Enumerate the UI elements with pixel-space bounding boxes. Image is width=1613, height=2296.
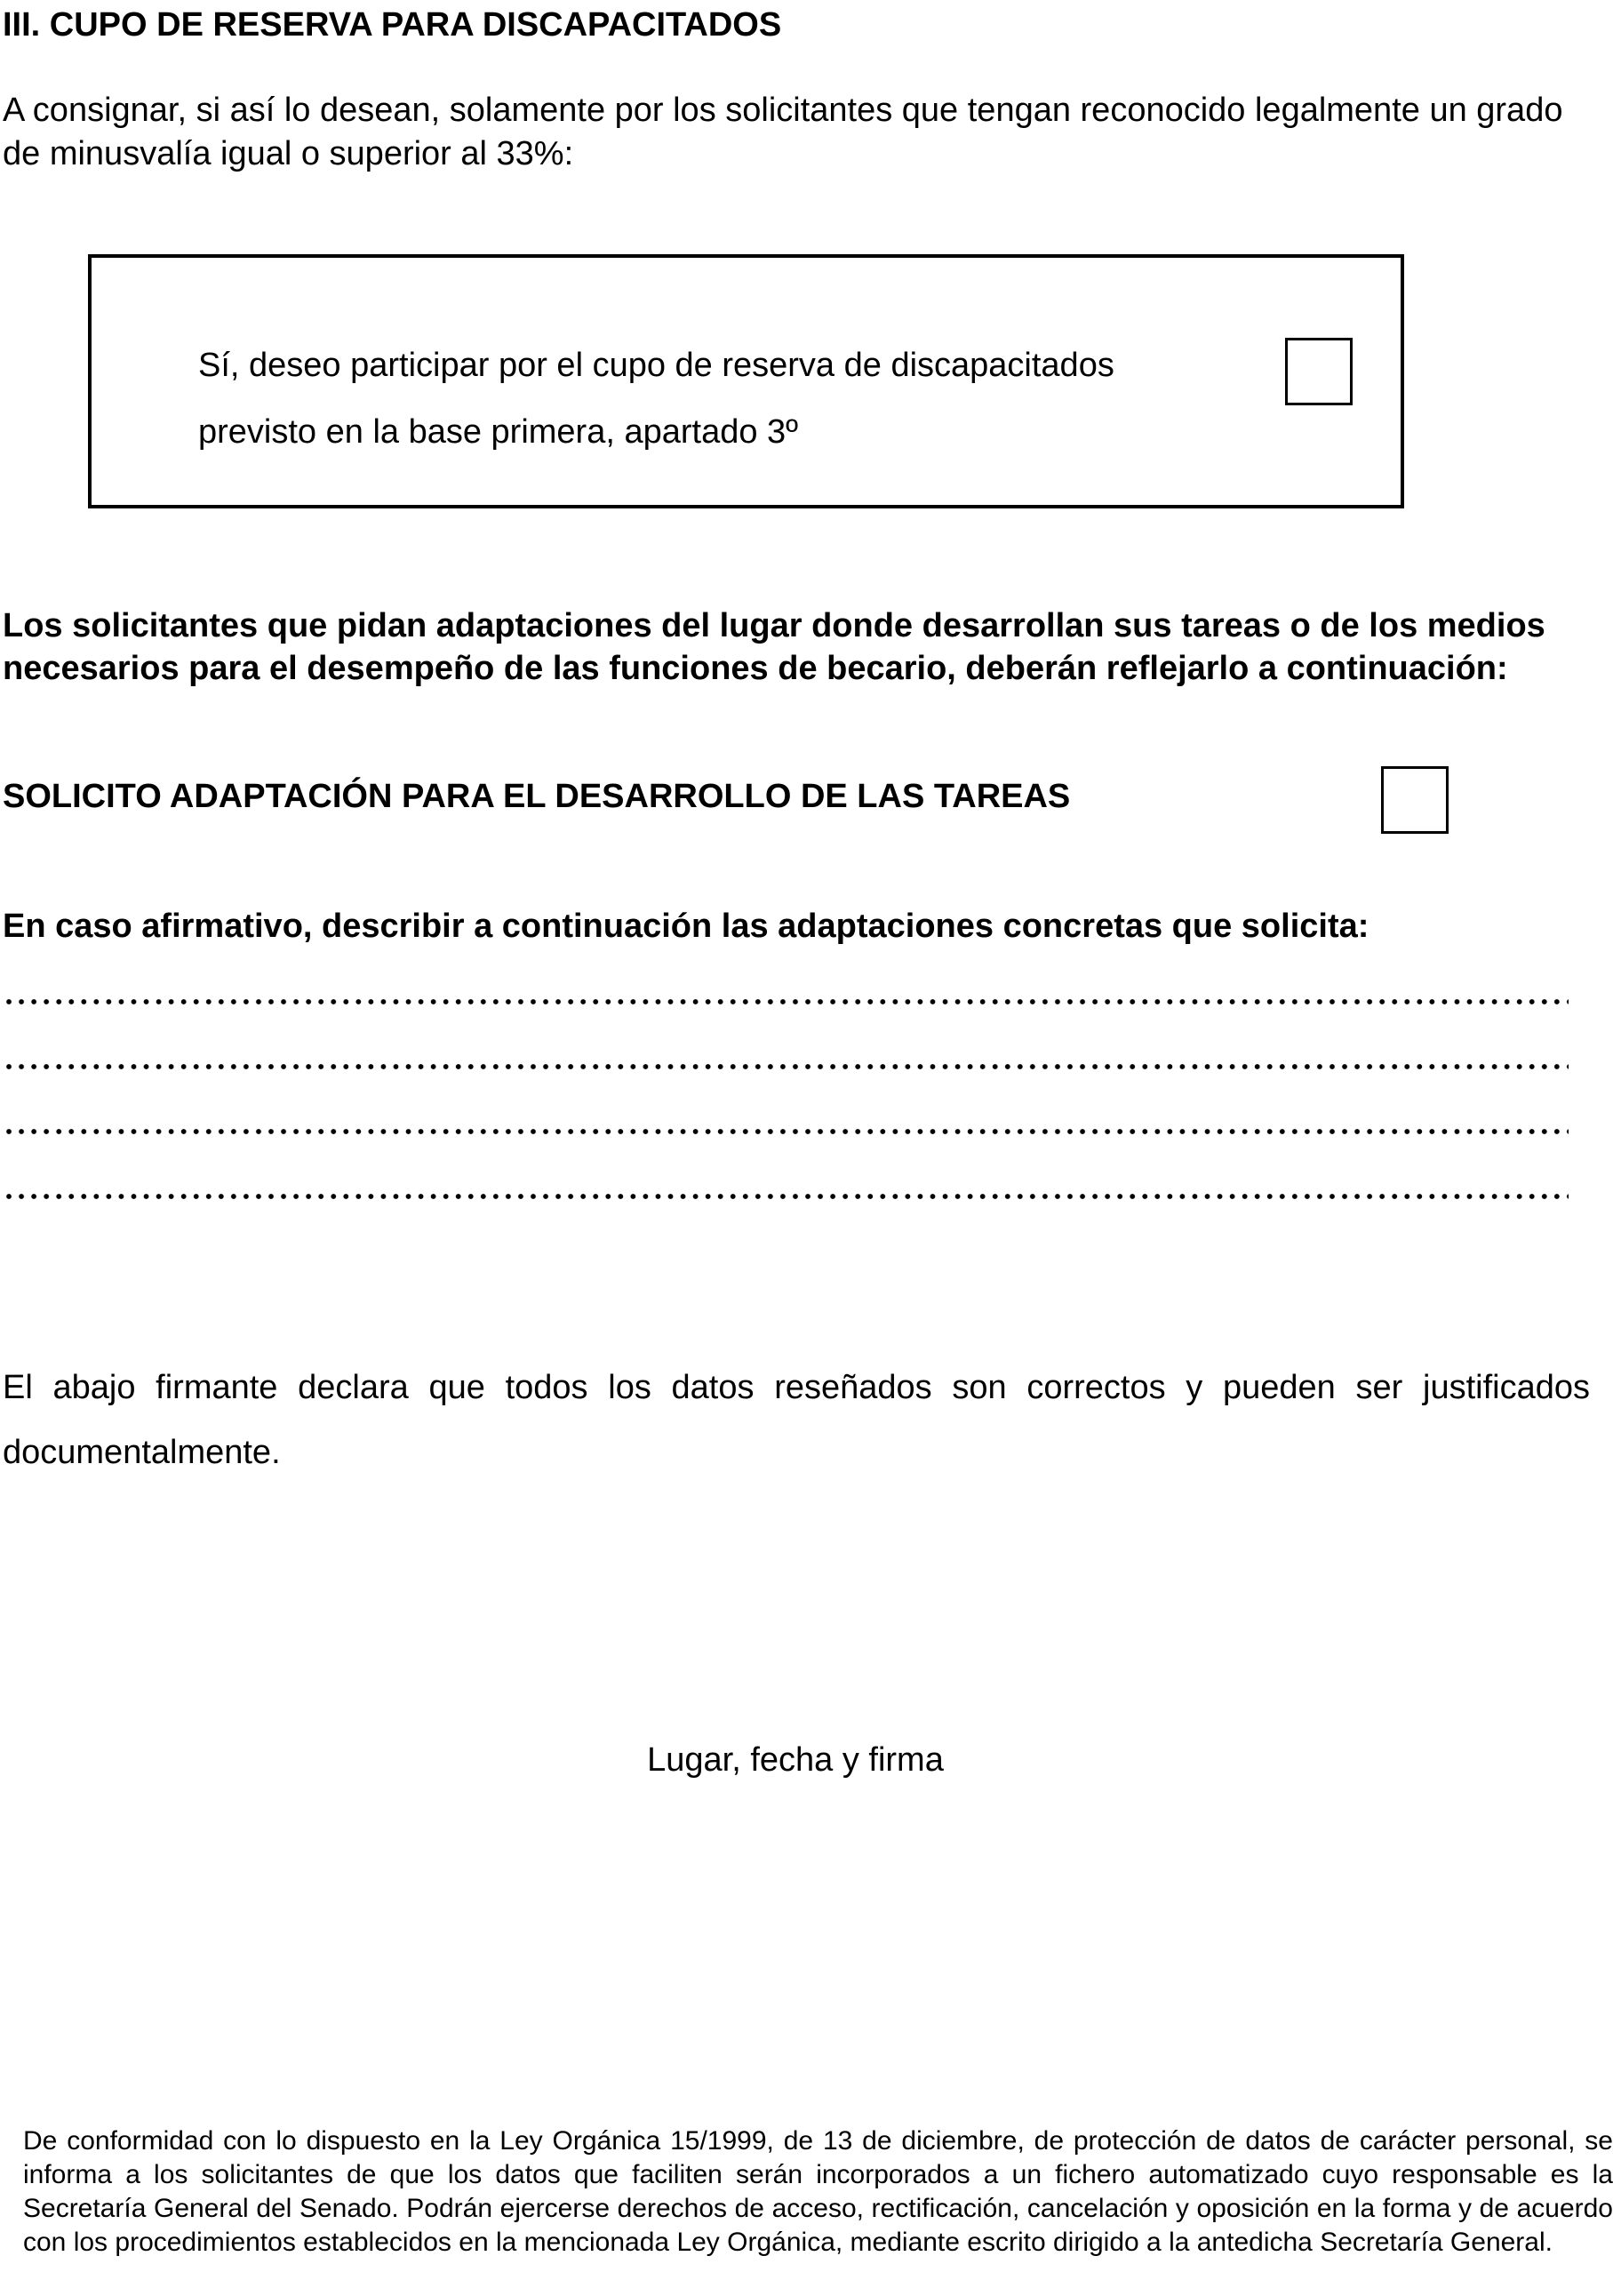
section-heading: III. CUPO DE RESERVA PARA DISCAPACITADOS — [3, 6, 782, 44]
reserve-option-line-1: Sí, deseo participar por el cupo de reserva de discapacitados — [198, 347, 1114, 384]
reserve-option-text — [198, 332, 1265, 466]
data-protection-notice: De conformidad con lo dispuesto en la Ley Orgánica 15/1999, de 13 de diciembre, de protección de datos de carácter personal, se informa a los solicitantes de que los datos que faciliten serán incorporados a un fichero automatizado cuyo responsable es la Secretaría General del Senado. Podrán ejercerse derechos de acceso, rectificación, cancelación y oposición en la forma y de acuerdo con los procedimientos establecidos en la mencionada Ley Orgánica, mediante escrito dirigido a la antedicha Secretaría General. — [23, 2126, 1613, 2257]
section-intro: A consignar, si así lo desean, solamente por los solicitantes que tengan reconocido legalmente un grado de minusvalía igual o superior al 33%: — [3, 92, 1563, 172]
adaptation-describe-label: En caso afirmativo, describir a continuación las adaptaciones concretas que solicita: — [3, 908, 1369, 945]
adaptation-description-line[interactable] — [3, 1192, 1569, 1201]
adaptation-description-line[interactable] — [3, 997, 1569, 1006]
adaptation-note: Los solicitantes que pidan adaptaciones del lugar donde desarrollan sus tareas o de los medios necesarios para el desempeño de las funciones de becario, deberán reflejarlo a continuación: — [3, 607, 1545, 687]
reserve-quota-checkbox[interactable] — [1285, 338, 1353, 405]
adaptation-request-checkbox[interactable] — [1381, 766, 1449, 834]
adaptation-request-label: SOLICITO ADAPTACIÓN PARA EL DESARROLLO DE LAS TAREAS — [3, 778, 1071, 815]
declaration-text: El abajo firmante declara que todos los datos reseñados son correctos y pueden ser justificados documentalmente. — [3, 1369, 1590, 1471]
adaptation-description-line[interactable] — [3, 1062, 1569, 1071]
signature-label: Lugar, fecha y firma — [647, 1741, 944, 1779]
reserve-option-line-2: previsto en la base primera, apartado 3º — [198, 413, 799, 451]
adaptation-description-line[interactable] — [3, 1127, 1569, 1136]
